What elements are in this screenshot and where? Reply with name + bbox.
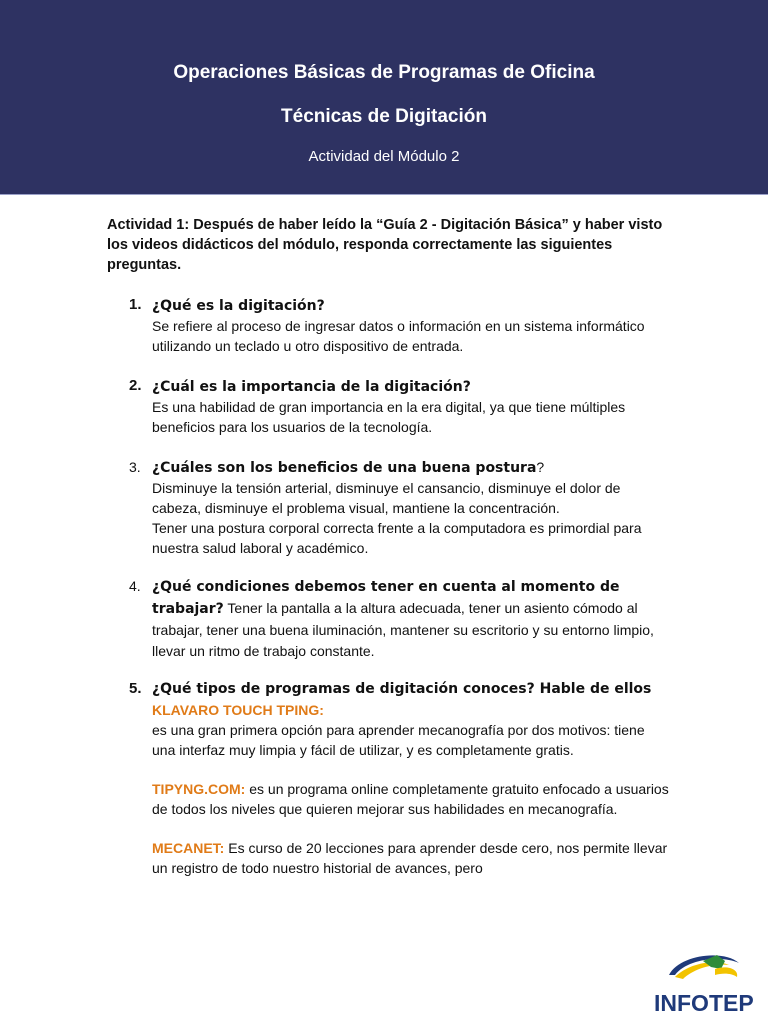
program-mecanet <box>152 838 669 878</box>
document-subtitle: Técnicas de Digitación <box>281 106 487 127</box>
document-header <box>0 0 768 195</box>
program-name: MECANET: <box>152 840 225 856</box>
question-2 <box>129 376 669 437</box>
question-number: 2. <box>129 377 142 394</box>
question-title: ¿Cuál es la importancia de la digitación? <box>152 379 471 395</box>
question-title: ¿Qué es la digitación? <box>152 298 325 314</box>
question-number: 4. <box>129 578 141 594</box>
program-tipyng <box>152 779 669 819</box>
activity-label: Actividad del Módulo 2 <box>308 148 460 165</box>
question-answer: Es una habilidad de gran importancia en la era digital, ya que tiene múltiples beneficios para los usuarios de la tecnología. <box>152 399 626 435</box>
question-answer: Tener la pantalla a la altura adecuada, tener un asiento cómodo al trabajar, tener una buena iluminación, mantener su escritorio y su entorno limpio, llevar un ritmo de trabajo constante. <box>152 600 654 659</box>
question-title: ¿Qué condiciones debemos tener en cuenta al momento de trabajar? <box>152 579 620 617</box>
question-4 <box>129 576 669 662</box>
question-title-suffix: ? <box>536 459 545 475</box>
program-klavaro <box>152 700 669 760</box>
program-description: es una gran primera opción para aprender mecanografía por dos motivos: tiene una interfaz muy limpia y fácil de utilizar, y es completamente gratis. <box>152 722 645 758</box>
activity-instructions: Actividad 1: Después de haber leído la “Guía 2 - Digitación Básica” y haber visto los videos didácticos del módulo, responda correctamente las siguientes preguntas. <box>107 217 663 273</box>
infotep-logo-text: INFOTEP <box>654 990 754 1016</box>
question-3 <box>129 457 669 558</box>
question-answer: Se refiere al proceso de ingresar datos o información en un sistema informático utilizando un teclado u otro dispositivo de entrada. <box>152 318 645 354</box>
program-name: TIPYNG.COM: <box>152 781 246 797</box>
question-number: 5. <box>129 680 142 697</box>
question-answer: Disminuye la tensión arterial, disminuye el cansancio, disminuye el dolor de cabeza, disminuye el problema visual, mantiene la concentración. <box>152 480 621 516</box>
program-description: Es curso de 20 lecciones para aprender desde cero, nos permite llevar un registro de todo nuestro historial de avances, pero <box>152 840 668 876</box>
program-name: KLAVARO TOUCH TPING: <box>152 702 324 718</box>
question-answer-extra: Tener una postura corporal correcta frente a la computadora es primordial para nuestra salud laboral y académico. <box>152 520 642 556</box>
question-title: ¿Qué tipos de programas de digitación conoces? Hable de ellos <box>152 681 652 697</box>
question-1 <box>129 295 669 356</box>
question-number: 3. <box>129 459 141 475</box>
question-5 <box>129 679 669 878</box>
question-title: ¿Cuáles son los beneficios de una buena postura <box>152 460 537 476</box>
program-description: es un programa online completamente gratuito enfocado a usuarios de todos los niveles que quieren mejorar sus habilidades en mecanografía. <box>152 781 669 817</box>
document-title: Operaciones Básicas de Programas de Oficina <box>173 62 595 83</box>
question-number: 1. <box>129 296 142 313</box>
